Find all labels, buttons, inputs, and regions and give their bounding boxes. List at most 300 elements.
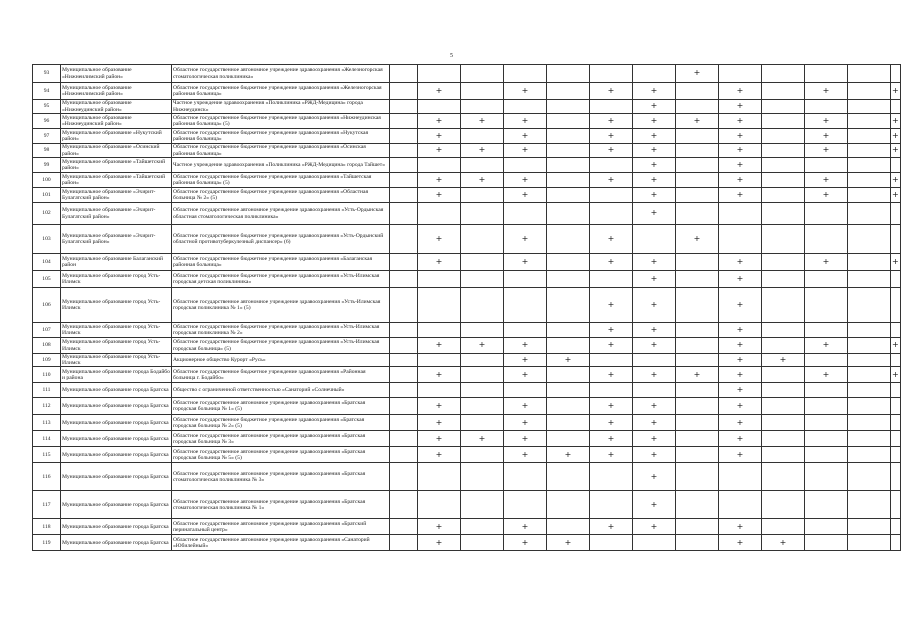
mark-cell [676, 519, 719, 535]
table-row [33, 323, 901, 338]
empty-cell [390, 367, 418, 383]
mark-cell: + [504, 535, 547, 551]
mark-cell: + [891, 144, 901, 158]
mark-cell: + [891, 114, 901, 129]
mark-cell [418, 203, 461, 225]
mark-cell [805, 225, 848, 254]
mark-cell [762, 447, 805, 463]
mark-cell [676, 173, 719, 188]
mark-cell [848, 338, 891, 354]
mark-cell [891, 65, 901, 83]
mark-cell [633, 383, 676, 398]
mark-cell [805, 354, 848, 367]
table-row [33, 491, 901, 519]
mark-cell: + [504, 83, 547, 100]
mark-cell: + [418, 173, 461, 188]
organization-cell: Акционерное общество Курорт «Русь» [172, 354, 390, 367]
mark-cell: + [633, 188, 676, 203]
organization-cell: Общество с ограниченной ответственностью «Санаторий «Солнечный» [172, 383, 390, 398]
mark-cell: + [504, 415, 547, 431]
mark-cell [762, 431, 805, 447]
mark-cell: + [633, 367, 676, 383]
mark-cell [547, 129, 590, 144]
mark-cell [547, 367, 590, 383]
mark-cell: + [590, 173, 633, 188]
mark-cell [461, 535, 504, 551]
row-number: 101 [33, 188, 61, 203]
organization-cell: Областное государственное бюджетное учреждение здравоохранения «Усть-Илимская городская детская поликлиника» [172, 271, 390, 288]
mark-cell: + [590, 338, 633, 354]
mark-cell [762, 129, 805, 144]
mark-cell [418, 463, 461, 491]
mark-cell [461, 188, 504, 203]
mark-cell [547, 83, 590, 100]
municipality-cell: Муниципальное образование «Эхирит-Булагатский район» [61, 188, 172, 203]
mark-cell [848, 144, 891, 158]
mark-cell: + [633, 129, 676, 144]
municipality-cell: Муниципальное образование города Братска [61, 431, 172, 447]
municipality-cell: Муниципальное образование «Эхирит-Булагатский район» [61, 203, 172, 225]
mark-cell: + [418, 254, 461, 271]
mark-cell [848, 254, 891, 271]
organization-cell: Областное государственное бюджетное учреждение здравоохранения «Балаганская районная больница» [172, 254, 390, 271]
mark-cell [547, 254, 590, 271]
mark-cell: + [719, 271, 762, 288]
mark-cell: + [633, 431, 676, 447]
empty-cell [390, 83, 418, 100]
table-row [33, 173, 901, 188]
table-row [33, 203, 901, 225]
mark-cell [805, 519, 848, 535]
organization-cell: Областное государственное автономное учреждение здравоохранения «Железногорская стоматологическая поликлиника» [172, 65, 390, 83]
mark-cell [848, 519, 891, 535]
empty-cell [390, 463, 418, 491]
mark-cell [590, 188, 633, 203]
organization-cell: Областное государственное бюджетное учреждение здравоохранения «Нукутская районная больница» [172, 129, 390, 144]
mark-cell [590, 354, 633, 367]
mark-cell [891, 158, 901, 173]
mark-cell [891, 323, 901, 338]
empty-cell [390, 129, 418, 144]
mark-cell: + [590, 254, 633, 271]
municipality-cell: Муниципальное образование «Нижнеилимский район» [61, 83, 172, 100]
empty-cell [390, 158, 418, 173]
row-number: 97 [33, 129, 61, 144]
row-number: 116 [33, 463, 61, 491]
mark-cell [676, 144, 719, 158]
mark-cell: + [719, 367, 762, 383]
mark-cell: + [762, 535, 805, 551]
mark-cell: + [590, 519, 633, 535]
mark-cell [418, 491, 461, 519]
mark-cell: + [633, 447, 676, 463]
mark-cell [805, 463, 848, 491]
mark-cell [590, 158, 633, 173]
mark-cell [891, 491, 901, 519]
row-number: 115 [33, 447, 61, 463]
organization-cell: Частное учреждение здравоохранения «Поликлиника «РЖД-Медицина» города Тайшет» [172, 158, 390, 173]
municipality-cell: Муниципальное образование «Тайшетский район» [61, 158, 172, 173]
row-number: 93 [33, 65, 61, 83]
empty-cell [390, 354, 418, 367]
mark-cell [461, 354, 504, 367]
mark-cell [547, 203, 590, 225]
row-number: 114 [33, 431, 61, 447]
mark-cell [762, 225, 805, 254]
mark-cell [461, 383, 504, 398]
mark-cell [676, 100, 719, 114]
mark-cell: + [633, 271, 676, 288]
table-row [33, 354, 901, 367]
mark-cell: + [891, 83, 901, 100]
mark-cell: + [504, 354, 547, 367]
mark-cell [891, 431, 901, 447]
mark-cell: + [805, 367, 848, 383]
table-row [33, 83, 901, 100]
mark-cell [719, 65, 762, 83]
table-row [33, 65, 901, 83]
table-row [33, 535, 901, 551]
mark-cell: + [504, 225, 547, 254]
mark-cell: + [590, 144, 633, 158]
empty-cell [390, 188, 418, 203]
mark-cell: + [633, 463, 676, 491]
mark-cell: + [676, 65, 719, 83]
organization-cell: Областное государственное бюджетное учреждение здравоохранения «Усть-Илимская городская больница» (5) [172, 338, 390, 354]
mark-cell: + [461, 338, 504, 354]
mark-cell [547, 225, 590, 254]
mark-cell: + [504, 114, 547, 129]
empty-cell [390, 338, 418, 354]
mark-cell: + [805, 173, 848, 188]
mark-cell [676, 288, 719, 323]
mark-cell [848, 415, 891, 431]
organization-cell: Областное государственное автономное учреждение здравоохранения «Братская городская больница № 5» (5) [172, 447, 390, 463]
mark-cell: + [805, 144, 848, 158]
mark-cell: + [504, 447, 547, 463]
table-row [33, 288, 901, 323]
mark-cell [762, 254, 805, 271]
mark-cell [633, 65, 676, 83]
mark-cell: + [762, 354, 805, 367]
mark-cell [762, 114, 805, 129]
mark-cell: + [719, 188, 762, 203]
page-number: 5 [450, 53, 453, 59]
mark-cell [805, 158, 848, 173]
mark-cell [891, 415, 901, 431]
row-number: 113 [33, 415, 61, 431]
row-number: 95 [33, 100, 61, 114]
table-row [33, 415, 901, 431]
mark-cell: + [590, 447, 633, 463]
mark-cell [805, 415, 848, 431]
mark-cell: + [719, 254, 762, 271]
mark-cell [504, 288, 547, 323]
mark-cell [461, 323, 504, 338]
mark-cell: + [504, 254, 547, 271]
mark-cell [676, 158, 719, 173]
mark-cell [805, 271, 848, 288]
mark-cell [891, 100, 901, 114]
mark-cell: + [891, 129, 901, 144]
mark-cell: + [633, 398, 676, 415]
row-number: 108 [33, 338, 61, 354]
row-number: 118 [33, 519, 61, 535]
mark-cell [633, 535, 676, 551]
mark-cell [762, 519, 805, 535]
mark-cell: + [719, 398, 762, 415]
empty-cell [390, 323, 418, 338]
table-row [33, 158, 901, 173]
municipality-cell: Муниципальное образование «Нижнеудинский район» [61, 100, 172, 114]
mark-cell [547, 519, 590, 535]
row-number: 103 [33, 225, 61, 254]
mark-cell: + [805, 114, 848, 129]
organization-cell: Областное государственное бюджетное учреждение здравоохранения «Осинская районная больница» [172, 144, 390, 158]
mark-cell [848, 431, 891, 447]
mark-cell [633, 354, 676, 367]
mark-cell [590, 65, 633, 83]
mark-cell [461, 83, 504, 100]
municipality-cell: Муниципальное образование «Эхирит-Булагатский район» [61, 225, 172, 254]
mark-cell [848, 354, 891, 367]
row-number: 98 [33, 144, 61, 158]
mark-cell [461, 65, 504, 83]
mark-cell: + [418, 535, 461, 551]
mark-cell [762, 83, 805, 100]
mark-cell: + [418, 83, 461, 100]
organization-cell: Областное государственное автономное учреждение здравоохранения «Санаторий «Юбилейный» [172, 535, 390, 551]
mark-cell [547, 431, 590, 447]
mark-cell [547, 271, 590, 288]
mark-cell: + [676, 225, 719, 254]
table-row [33, 188, 901, 203]
mark-cell [461, 447, 504, 463]
mark-cell [676, 491, 719, 519]
row-number: 94 [33, 83, 61, 100]
mark-cell: + [719, 323, 762, 338]
empty-cell [390, 383, 418, 398]
table-row [33, 431, 901, 447]
mark-cell: + [719, 288, 762, 323]
mark-cell: + [719, 100, 762, 114]
mark-cell [547, 323, 590, 338]
mark-cell: + [418, 519, 461, 535]
municipality-cell: Муниципальное образование города Братска [61, 491, 172, 519]
mark-cell: + [504, 173, 547, 188]
mark-cell [633, 225, 676, 254]
mark-cell: + [418, 398, 461, 415]
mark-cell: + [461, 431, 504, 447]
mark-cell [461, 288, 504, 323]
mark-cell: + [676, 114, 719, 129]
municipality-cell: Муниципальное образование города Братска [61, 463, 172, 491]
empty-cell [390, 535, 418, 551]
table-row [33, 383, 901, 398]
mark-cell: + [891, 188, 901, 203]
mark-cell [504, 65, 547, 83]
mark-cell [848, 114, 891, 129]
mark-cell [848, 203, 891, 225]
mark-cell: + [590, 288, 633, 323]
mark-cell: + [805, 338, 848, 354]
empty-cell [390, 65, 418, 83]
mark-cell: + [461, 114, 504, 129]
mark-cell: + [418, 447, 461, 463]
mark-cell [547, 383, 590, 398]
mark-cell [719, 203, 762, 225]
mark-cell [676, 354, 719, 367]
mark-cell [676, 323, 719, 338]
table-row [33, 519, 901, 535]
organization-cell: Областное государственное бюджетное учреждение здравоохранения «Нижнеудинская районная больница» (5) [172, 114, 390, 129]
municipality-cell: Муниципальное образование города Братска [61, 519, 172, 535]
mark-cell [547, 114, 590, 129]
mark-cell [504, 383, 547, 398]
row-number: 112 [33, 398, 61, 415]
mark-cell: + [504, 338, 547, 354]
mark-cell: + [633, 83, 676, 100]
empty-cell [390, 173, 418, 188]
municipality-cell: Муниципальное образование Балаганский район [61, 254, 172, 271]
empty-cell [390, 144, 418, 158]
mark-cell: + [633, 288, 676, 323]
mark-cell [891, 383, 901, 398]
mark-cell [762, 173, 805, 188]
mark-cell [848, 100, 891, 114]
mark-cell [805, 65, 848, 83]
mark-cell [762, 203, 805, 225]
mark-cell [805, 383, 848, 398]
mark-cell [590, 203, 633, 225]
row-number: 117 [33, 491, 61, 519]
mark-cell [461, 158, 504, 173]
mark-cell [762, 398, 805, 415]
municipality-cell: Муниципальное образование город Усть-Илимск [61, 338, 172, 354]
municipality-cell: Муниципальное образование «Осинский район» [61, 144, 172, 158]
mark-cell: + [719, 338, 762, 354]
mark-cell [676, 398, 719, 415]
table-row [33, 367, 901, 383]
mark-cell: + [633, 323, 676, 338]
mark-cell [891, 271, 901, 288]
organization-cell: Областное государственное автономное учреждение здравоохранения «Братская стоматологическая поликлиника № 1» [172, 491, 390, 519]
mark-cell: + [590, 323, 633, 338]
municipality-cell: Муниципальное образование город Усть-Илимск [61, 354, 172, 367]
mark-cell [848, 173, 891, 188]
row-number: 107 [33, 323, 61, 338]
organization-cell: Областное государственное автономное учреждение здравоохранения «Усть-Илимская городская поликлиника № 1» (5) [172, 288, 390, 323]
table-row [33, 225, 901, 254]
mark-cell [547, 463, 590, 491]
mark-cell [891, 225, 901, 254]
mark-cell: + [547, 535, 590, 551]
mark-cell [891, 447, 901, 463]
mark-cell [762, 158, 805, 173]
organization-cell: Областное государственное бюджетное учреждение здравоохранения «Тайшетская районная больница» (5) [172, 173, 390, 188]
mark-cell: + [547, 354, 590, 367]
mark-cell: + [719, 354, 762, 367]
mark-cell [504, 323, 547, 338]
mark-cell: + [504, 144, 547, 158]
mark-cell [590, 383, 633, 398]
mark-cell [848, 447, 891, 463]
mark-cell [418, 158, 461, 173]
organization-cell: Областное государственное бюджетное учреждение здравоохранения «Усть-Илимская городская поликлиника № 2» [172, 323, 390, 338]
mark-cell [461, 519, 504, 535]
mark-cell: + [418, 188, 461, 203]
mark-cell [547, 65, 590, 83]
mark-cell [848, 463, 891, 491]
mark-cell: + [805, 129, 848, 144]
table-row [33, 100, 901, 114]
mark-cell [418, 323, 461, 338]
mark-cell [848, 271, 891, 288]
mark-cell: + [633, 158, 676, 173]
mark-cell [504, 491, 547, 519]
mark-cell [547, 158, 590, 173]
mark-cell [590, 271, 633, 288]
mark-cell [848, 383, 891, 398]
mark-cell: + [504, 188, 547, 203]
mark-cell: + [719, 535, 762, 551]
mark-cell: + [805, 254, 848, 271]
mark-cell [418, 65, 461, 83]
mark-cell: + [418, 431, 461, 447]
mark-cell [805, 431, 848, 447]
mark-cell [418, 100, 461, 114]
empty-cell [390, 398, 418, 415]
mark-cell: + [633, 203, 676, 225]
mark-cell [891, 288, 901, 323]
organization-cell: Областное государственное автономное учреждение здравоохранения «Братская городская больница № 3» [172, 431, 390, 447]
mark-cell: + [418, 225, 461, 254]
mark-cell: + [805, 83, 848, 100]
mark-cell [891, 463, 901, 491]
mark-cell: + [633, 338, 676, 354]
mark-cell: + [891, 338, 901, 354]
empty-cell [390, 431, 418, 447]
mark-cell [590, 100, 633, 114]
row-number: 109 [33, 354, 61, 367]
mark-cell: + [461, 144, 504, 158]
empty-cell [390, 203, 418, 225]
mark-cell [762, 271, 805, 288]
mark-cell [848, 491, 891, 519]
organization-cell: Областное государственное автономное учреждение здравоохранения «Усть-Ордынская областная стоматологическая поликлиника» [172, 203, 390, 225]
mark-cell [719, 463, 762, 491]
mark-cell [762, 338, 805, 354]
mark-cell [805, 535, 848, 551]
mark-cell [418, 271, 461, 288]
mark-cell: + [461, 173, 504, 188]
mark-cell: + [590, 83, 633, 100]
municipality-cell: Муниципальное образование города Братска [61, 398, 172, 415]
mark-cell: + [504, 431, 547, 447]
mark-cell: + [418, 367, 461, 383]
mark-cell [805, 203, 848, 225]
mark-cell: + [719, 447, 762, 463]
mark-cell [805, 398, 848, 415]
mark-cell [418, 288, 461, 323]
mark-cell [504, 100, 547, 114]
mark-cell [805, 288, 848, 323]
mark-cell: + [590, 415, 633, 431]
mark-cell: + [504, 129, 547, 144]
mark-cell: + [633, 114, 676, 129]
mark-cell: + [547, 447, 590, 463]
mark-cell: + [633, 491, 676, 519]
